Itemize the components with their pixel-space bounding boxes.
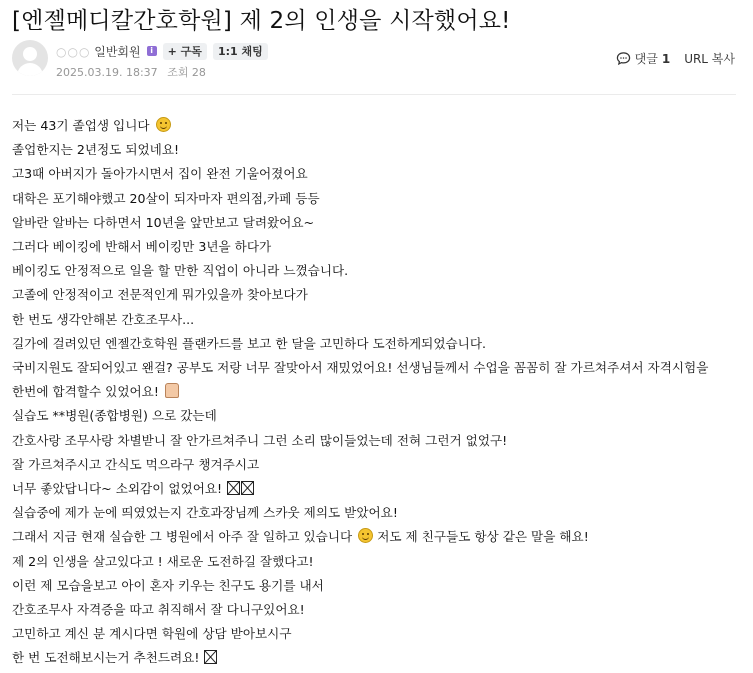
content-line: 한 번 도전해보시는거 추천드려요!	[12, 646, 742, 670]
content-line: 대학은 포기해야했고 20살이 되자마자 편의점,카페 등등	[12, 190, 320, 206]
missing-glyph-icon	[241, 481, 254, 495]
avatar[interactable]	[12, 40, 48, 76]
content-line: 실습중에 제가 눈에 띄였었는지 간호과장님께 스카웃 제의도 받았어요!	[12, 505, 398, 521]
content-line: 너무 좋았답니다~ 소외감이 없었어요!	[12, 477, 742, 501]
content-line: 길가에 걸려있던 엔젤간호학원 플랜카드를 보고 한 달을 고민하다 도전하게되었습니다.	[12, 335, 486, 351]
avatar-body	[17, 63, 43, 76]
author-nickname-blurred: ○○○	[56, 44, 91, 59]
content-line: 국비지원도 잘되어있고 왠걸? 공부도 저랑 너무 잘맞아서 재밌었어요! 선생님들께서 수업을 꼼꼼히 잘 가르쳐주셔서 자격시험을	[12, 360, 709, 376]
content-line: 그러다 베이킹에 반해서 베이킹만 3년을 하다가	[12, 239, 272, 255]
post-views: 조회 28	[167, 66, 206, 79]
comment-bubble-icon[interactable]	[616, 51, 631, 66]
level-badge-icon: i	[147, 46, 157, 56]
smile-emoji-icon	[156, 117, 171, 132]
comment-count[interactable]: 1	[661, 51, 671, 66]
smile-emoji-icon	[358, 528, 373, 543]
content-line: 간호조무사 자격증을 따고 취직해서 잘 다니구있어요!	[12, 602, 305, 618]
chat-label: 1:1 채팅	[217, 45, 263, 58]
header-divider	[12, 94, 736, 95]
author-grade: 일반회원	[94, 44, 141, 59]
content-line: 고졸에 안정적이고 전문적인게 뭐가있을까 찾아보다가	[12, 287, 308, 303]
missing-glyph-icon	[204, 650, 217, 664]
post-date: 2025.03.19. 18:37	[56, 66, 158, 79]
post-title: [엔젤메디칼간호학원] 제 2의 인생을 시작했어요!	[12, 8, 511, 34]
thumbs-up-emoji-icon	[165, 383, 179, 398]
content-line: 실습도 **병원(종합병원) 으로 갔는데	[12, 408, 217, 424]
post-content	[12, 114, 742, 671]
content-line: 제 2의 인생을 살고있다고 ! 새로운 도전하길 잘했다고!	[12, 553, 314, 569]
content-line: 그래서 지금 현재 실습한 그 병원에서 아주 잘 일하고 있습니다 저도 제 친구들도 항상 같은 말을 해요!	[12, 529, 589, 545]
content-line: 고3때 아버지가 돌아가시면서 집이 완전 기울어졌어요	[12, 166, 308, 182]
content-line: 한번에 합격할수 있었어요!	[12, 380, 742, 404]
content-line: 저는 43기 졸업생 입니다	[12, 114, 742, 138]
content-line: 알바란 알바는 다하면서 10년을 앞만보고 달려왔어요~	[12, 214, 315, 230]
author-name[interactable]	[56, 43, 141, 60]
content-line: 고민하고 계신 분 계시다면 학원에 상담 받아보시구	[12, 626, 292, 642]
content-line: 간호사랑 조무사랑 차별받니 잘 안가르쳐주니 그런 소리 많이들었는데 전혀 그런거 없었구!	[12, 432, 508, 448]
content-line: 졸업한지는 2년정도 되었네요!	[12, 142, 180, 158]
content-line: 베이킹도 안정적으로 일을 할 만한 직업이 아니라 느꼈습니다.	[12, 263, 349, 279]
avatar-head	[23, 47, 37, 61]
content-line: 이런 제 모습을보고 아이 혼자 키우는 친구도 용기를 내서	[12, 577, 324, 593]
content-line: 잘 가르쳐주시고 간식도 먹으라구 챙겨주시고	[12, 456, 260, 472]
subscribe-label: + 구독	[167, 45, 202, 58]
post-meta	[56, 64, 212, 80]
comment-label[interactable]: 댓글	[634, 52, 658, 66]
content-line: 한 번도 생각안해본 간호조무사...	[12, 311, 195, 327]
url-copy-button[interactable]: URL 복사	[684, 52, 735, 66]
missing-glyph-icon	[227, 481, 240, 495]
post-tools	[616, 50, 735, 67]
chat-button[interactable]	[213, 43, 268, 60]
author-row	[56, 42, 268, 60]
subscribe-button[interactable]	[163, 43, 207, 60]
